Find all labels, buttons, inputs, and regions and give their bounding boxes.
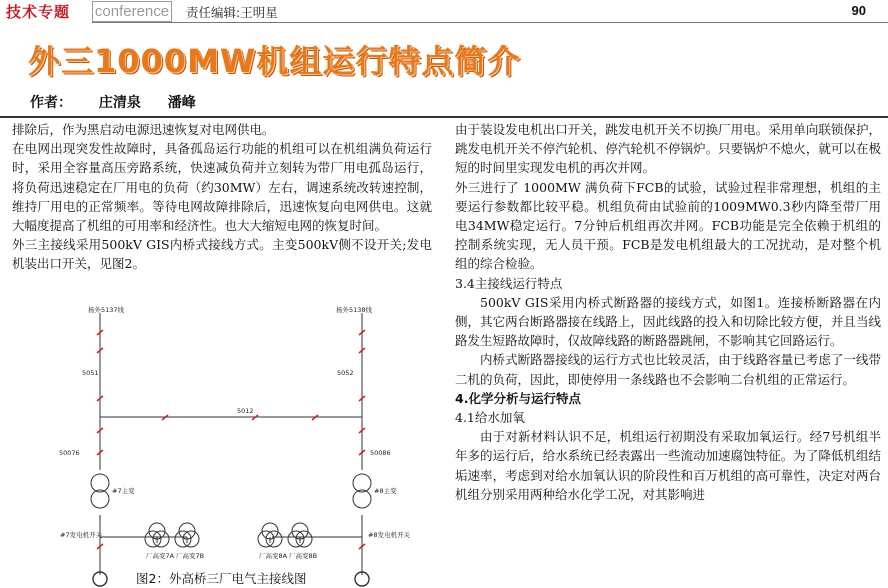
paragraph: 由于对新材料认识不足，机组运行初期没有采取加氧运行。经7号机组半年多的运行后，给水系统已经表露出一些流动加速腐蚀特征。为了降低机组结垢速率，考虑到对给水加氧认识的阶段性和百万机组的高可靠性，决定对两台机组分别采用两种给水化学工况，对其影响进 [455,429,881,502]
switch-label: 5051 [82,369,99,377]
paragraph: 由于装设发电机出口开关，跳发电机开关不切换厂用电。采用单向联锁保护，跳发电机开关不停汽轮机、停汽轮机不停锅炉。只要锅炉不熄火，就可以在极短的时间里实现发电机的再次并网。 [455,122,881,176]
paragraph: 在电网出现突发性故障时，具备孤岛运行功能的机组可以在机组满负荷运行时，采用全容量高压旁路系统，快速减负荷并立刻转为带厂用电孤岛运行，将负荷迅速稳定在厂用电的负荷（约30MW）左右，调速系统改转速控制，维持厂用电的正常频率。等待电网故障排除后，迅速恢复向电网供电。这就大幅度提高了机组的可用率和经济性。也大大缩短电网的恢复时间。 [12,141,432,234]
aux-transformer-label: 厂高变7A [146,552,175,560]
generator-switch-label: #7发电机开关 [60,531,103,539]
header-rule [92,22,888,23]
switch-label: 50076 [59,449,80,457]
aux-transformer-label: 厂高变7B [176,552,205,560]
right-column [455,120,881,504]
subsection-heading: 4.1给水加氧 [455,410,525,426]
author-label: 作者： [30,95,72,111]
section-heading: 3.4主接线运行特点 [455,275,563,291]
editor-credit: 责任编辑:王明星 [186,5,278,20]
section-heading: 4.化学分析与运行特点 [455,390,581,406]
author-name-2: 潘峰 [167,95,196,111]
transformer-symbol [91,474,109,492]
switch-label: 5012 [237,407,254,415]
page-header [0,0,888,22]
left-column [12,120,432,274]
paragraph: 500kV GIS采用内桥式断路器的接线方式，如图1。连接桥断路器在内侧，其它两台断路器接在线路上，因此线路的投入和切除比较方便，并且当线路发生短路故障时，仅故障线路的断路器跳闸，不影响其它回路运行。 [455,294,881,349]
transformer-symbol [353,490,371,508]
paragraph: 外三进行了 1000MW 满负荷下FCB的试验，试验过程非常理想，机组的主要运行参数都比较平稳。机组负荷由试验前的1009MW0.3秒内降至带厂用电34MW稳定运行。7分钟后机组再次并网。FCB功能是完全依赖于机组的控制系统实现，无人员干预。FCB是发电机组最大的工况扰动，是对整个机组的综合检验。 [455,179,881,272]
paragraph: 外三主接线采用500kV GIS内桥式接线方式。主变500kV侧不设开关;发电机装出口开关，见图2。 [12,237,432,272]
title-divider [0,116,888,118]
conference-badge: conference [92,1,172,22]
section-tag: 技术专题 [6,3,71,21]
transformer-label: #7主变 [112,487,135,495]
author-line [30,92,218,112]
line-label-left: 杨外5137线 [88,306,125,314]
switch-label: 50086 [370,449,391,457]
author-name-1: 庄清泉 [98,95,141,111]
aux-transformer-label: 厂高变8A [259,552,288,560]
generator-switch-label: #8发电机开关 [368,531,411,539]
page-number: 90 [851,3,866,18]
figure-caption: 图2：外高桥三厂电气主接线图 [136,571,307,586]
transformer-symbol [91,490,109,508]
transformer-symbol [353,474,371,492]
transformer-label: #8主变 [374,487,397,495]
switch-label: 5052 [337,369,354,377]
paragraph: 排除后，作为黑启动电源迅速恢复对电网供电。 [12,122,275,137]
paragraph: 内桥式断路器接线的运行方式也比较灵活，由于线路容量已考虑了一线带二机的负荷，因此，即使停用一条线路也不会影响二台机组的正常运行。 [455,352,881,387]
aux-transformer-label: 厂高变8B [289,552,318,560]
wiring-diagram [12,305,432,588]
line-label-right: 杨外5138线 [336,306,373,314]
article-title: 外三1000MW机组运行特点简介 [28,42,521,80]
